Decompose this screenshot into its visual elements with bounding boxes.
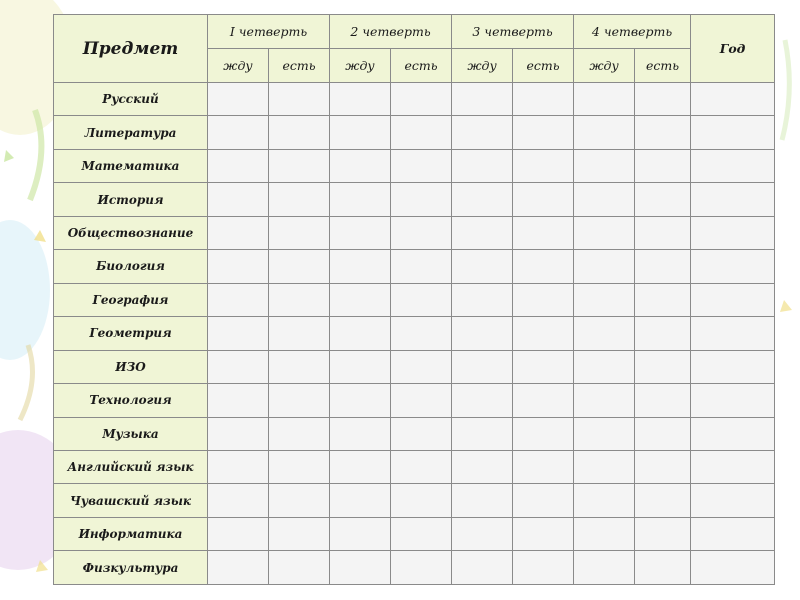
grade-cell[interactable] — [391, 183, 452, 216]
quarter-4-header: 4 четверть — [574, 15, 691, 49]
grade-cell[interactable] — [452, 216, 513, 249]
grade-cell[interactable] — [452, 450, 513, 483]
subject-rows — [54, 83, 775, 585]
year-grade-cell[interactable] — [691, 417, 775, 450]
grade-cell[interactable] — [391, 551, 452, 585]
grade-cell[interactable] — [330, 250, 391, 283]
grade-cell[interactable] — [574, 450, 635, 483]
table-row — [54, 350, 775, 383]
grade-cell[interactable] — [391, 450, 452, 483]
year-grade-cell[interactable] — [691, 116, 775, 149]
subject-name-cell: Физкультура — [54, 551, 208, 585]
grade-cell[interactable] — [635, 317, 691, 350]
year-column-header: Год — [691, 15, 775, 83]
table-row — [54, 551, 775, 585]
grade-cell[interactable] — [269, 83, 330, 116]
quarter-2-header: 2 четверть — [330, 15, 452, 49]
subject-name-cell: Литература — [54, 116, 208, 149]
year-grade-cell[interactable] — [691, 350, 775, 383]
grade-cell[interactable] — [513, 149, 574, 182]
quarter-1-header: I четверть — [208, 15, 330, 49]
subject-name-cell: Обществознание — [54, 216, 208, 249]
grade-cell[interactable] — [513, 350, 574, 383]
grade-cell[interactable] — [452, 517, 513, 550]
grade-cell[interactable] — [574, 149, 635, 182]
grade-cell[interactable] — [269, 450, 330, 483]
grade-cell[interactable] — [635, 484, 691, 517]
grade-cell[interactable] — [330, 149, 391, 182]
grade-cell[interactable] — [635, 149, 691, 182]
grade-cell[interactable] — [513, 116, 574, 149]
grade-cell[interactable] — [513, 517, 574, 550]
grade-cell[interactable] — [208, 384, 269, 417]
grade-cell[interactable] — [452, 183, 513, 216]
grade-cell[interactable] — [391, 83, 452, 116]
grade-cell[interactable] — [452, 283, 513, 316]
grade-cell[interactable] — [208, 116, 269, 149]
grade-cell[interactable] — [513, 317, 574, 350]
grade-cell[interactable] — [574, 283, 635, 316]
grade-cell[interactable] — [330, 283, 391, 316]
grade-cell[interactable] — [513, 450, 574, 483]
year-grade-cell[interactable] — [691, 250, 775, 283]
grade-cell[interactable] — [574, 116, 635, 149]
grade-cell[interactable] — [513, 484, 574, 517]
grade-cell[interactable] — [330, 384, 391, 417]
subject-name-cell: История — [54, 183, 208, 216]
grade-cell[interactable] — [269, 350, 330, 383]
grade-cell[interactable] — [208, 484, 269, 517]
year-grade-cell[interactable] — [691, 551, 775, 585]
grade-cell[interactable] — [269, 317, 330, 350]
grade-cell[interactable] — [635, 450, 691, 483]
grade-cell[interactable] — [269, 417, 330, 450]
table-row — [54, 484, 775, 517]
year-grade-cell[interactable] — [691, 317, 775, 350]
table-row — [54, 417, 775, 450]
subject-name-cell: Чувашский язык — [54, 484, 208, 517]
grade-cell[interactable] — [635, 384, 691, 417]
grade-cell[interactable] — [208, 417, 269, 450]
grade-cell[interactable] — [391, 384, 452, 417]
grade-cell[interactable] — [269, 517, 330, 550]
grade-cell[interactable] — [391, 484, 452, 517]
confetti-shape — [4, 150, 14, 162]
grade-cell[interactable] — [574, 484, 635, 517]
grade-cell[interactable] — [635, 517, 691, 550]
grade-cell[interactable] — [330, 116, 391, 149]
grade-cell[interactable] — [574, 83, 635, 116]
grade-cell[interactable] — [391, 149, 452, 182]
grade-cell[interactable] — [208, 149, 269, 182]
subject-name-cell: Математика — [54, 149, 208, 182]
grade-cell[interactable] — [452, 149, 513, 182]
grade-cell[interactable] — [391, 517, 452, 550]
grade-cell[interactable] — [574, 250, 635, 283]
grade-cell[interactable] — [452, 317, 513, 350]
subject-column-header: Предмет — [54, 15, 208, 83]
q4-expected-header: жду — [574, 49, 635, 83]
quarter-3-header: 3 четверть — [452, 15, 574, 49]
grade-cell[interactable] — [330, 484, 391, 517]
grade-cell[interactable] — [452, 83, 513, 116]
grade-cell[interactable] — [208, 183, 269, 216]
q2-expected-header: жду — [330, 49, 391, 83]
grade-cell[interactable] — [513, 216, 574, 249]
grade-cell[interactable] — [452, 384, 513, 417]
grade-cell[interactable] — [330, 317, 391, 350]
grade-cell[interactable] — [635, 216, 691, 249]
grade-cell[interactable] — [269, 183, 330, 216]
q3-expected-header: жду — [452, 49, 513, 83]
q3-actual-header: есть — [513, 49, 574, 83]
subject-name-cell: География — [54, 283, 208, 316]
subject-name-cell: Русский — [54, 83, 208, 116]
grade-cell[interactable] — [391, 216, 452, 249]
grade-cell[interactable] — [513, 384, 574, 417]
year-grade-cell[interactable] — [691, 183, 775, 216]
subject-name-cell: Английский язык — [54, 450, 208, 483]
grade-cell[interactable] — [330, 83, 391, 116]
streamer-shape — [782, 40, 789, 140]
table-row — [54, 283, 775, 316]
subject-name-cell: Биология — [54, 250, 208, 283]
grade-cell[interactable] — [452, 417, 513, 450]
grade-cell[interactable] — [269, 216, 330, 249]
table-row — [54, 317, 775, 350]
year-grade-cell[interactable] — [691, 149, 775, 182]
grade-cell[interactable] — [208, 216, 269, 249]
grade-cell[interactable] — [391, 350, 452, 383]
grade-cell[interactable] — [391, 116, 452, 149]
table-row — [54, 450, 775, 483]
grade-cell[interactable] — [330, 417, 391, 450]
table-row — [54, 183, 775, 216]
grade-cell[interactable] — [391, 317, 452, 350]
grade-cell[interactable] — [513, 417, 574, 450]
grade-cell[interactable] — [269, 551, 330, 585]
grade-cell[interactable] — [269, 283, 330, 316]
grade-cell[interactable] — [330, 183, 391, 216]
grade-cell[interactable] — [635, 83, 691, 116]
table-row — [54, 116, 775, 149]
table-row — [54, 216, 775, 249]
table-row — [54, 517, 775, 550]
grade-cell[interactable] — [391, 283, 452, 316]
grade-cell[interactable] — [330, 350, 391, 383]
grade-cell[interactable] — [635, 551, 691, 585]
subject-name-cell: Технология — [54, 384, 208, 417]
grade-cell[interactable] — [574, 183, 635, 216]
grade-cell[interactable] — [330, 216, 391, 249]
year-grade-cell[interactable] — [691, 216, 775, 249]
grade-cell[interactable] — [513, 183, 574, 216]
grade-cell[interactable] — [208, 283, 269, 316]
q4-actual-header: есть — [635, 49, 691, 83]
year-grade-cell[interactable] — [691, 484, 775, 517]
grade-cell[interactable] — [208, 350, 269, 383]
grade-cell[interactable] — [452, 116, 513, 149]
year-grade-cell[interactable] — [691, 283, 775, 316]
grade-cell[interactable] — [452, 350, 513, 383]
grade-cell[interactable] — [208, 83, 269, 116]
grade-cell[interactable] — [574, 317, 635, 350]
grade-cell[interactable] — [391, 417, 452, 450]
grade-cell[interactable] — [513, 250, 574, 283]
confetti-shape — [780, 300, 792, 312]
grade-cell[interactable] — [269, 149, 330, 182]
grade-cell[interactable] — [208, 250, 269, 283]
grade-cell[interactable] — [269, 116, 330, 149]
grade-cell[interactable] — [452, 250, 513, 283]
grade-cell[interactable] — [574, 551, 635, 585]
q1-actual-header: есть — [269, 49, 330, 83]
q2-actual-header: есть — [391, 49, 452, 83]
grade-cell[interactable] — [513, 283, 574, 316]
table-row — [54, 384, 775, 417]
grade-cell[interactable] — [452, 551, 513, 585]
grade-cell[interactable] — [208, 551, 269, 585]
grade-cell[interactable] — [269, 250, 330, 283]
year-grade-cell[interactable] — [691, 517, 775, 550]
subject-name-cell: ИЗО — [54, 350, 208, 383]
year-grade-cell[interactable] — [691, 83, 775, 116]
subject-name-cell: Музыка — [54, 417, 208, 450]
grade-cell[interactable] — [330, 450, 391, 483]
year-grade-cell[interactable] — [691, 450, 775, 483]
grade-cell[interactable] — [574, 384, 635, 417]
subject-name-cell: Информатика — [54, 517, 208, 550]
grade-cell[interactable] — [208, 317, 269, 350]
grade-cell[interactable] — [635, 283, 691, 316]
grade-cell[interactable] — [269, 384, 330, 417]
grade-cell[interactable] — [635, 183, 691, 216]
grade-cell[interactable] — [330, 551, 391, 585]
q1-expected-header: жду — [208, 49, 269, 83]
grade-cell[interactable] — [574, 417, 635, 450]
grade-cell[interactable] — [513, 551, 574, 585]
grade-cell[interactable] — [330, 517, 391, 550]
grade-cell[interactable] — [513, 83, 574, 116]
grade-cell[interactable] — [269, 484, 330, 517]
table-row — [54, 149, 775, 182]
grade-cell[interactable] — [574, 216, 635, 249]
grade-cell[interactable] — [452, 484, 513, 517]
table-row — [54, 250, 775, 283]
table-row — [54, 83, 775, 116]
year-grade-cell[interactable] — [691, 384, 775, 417]
grade-cell[interactable] — [574, 517, 635, 550]
grade-cell[interactable] — [635, 417, 691, 450]
grade-cell[interactable] — [635, 250, 691, 283]
grade-cell[interactable] — [208, 450, 269, 483]
grade-cell[interactable] — [391, 250, 452, 283]
grades-table — [53, 14, 775, 585]
confetti-shape — [34, 230, 46, 242]
grade-cell[interactable] — [635, 350, 691, 383]
grade-cell[interactable] — [574, 350, 635, 383]
grade-cell[interactable] — [208, 517, 269, 550]
grade-cell[interactable] — [635, 116, 691, 149]
subject-name-cell: Геометрия — [54, 317, 208, 350]
